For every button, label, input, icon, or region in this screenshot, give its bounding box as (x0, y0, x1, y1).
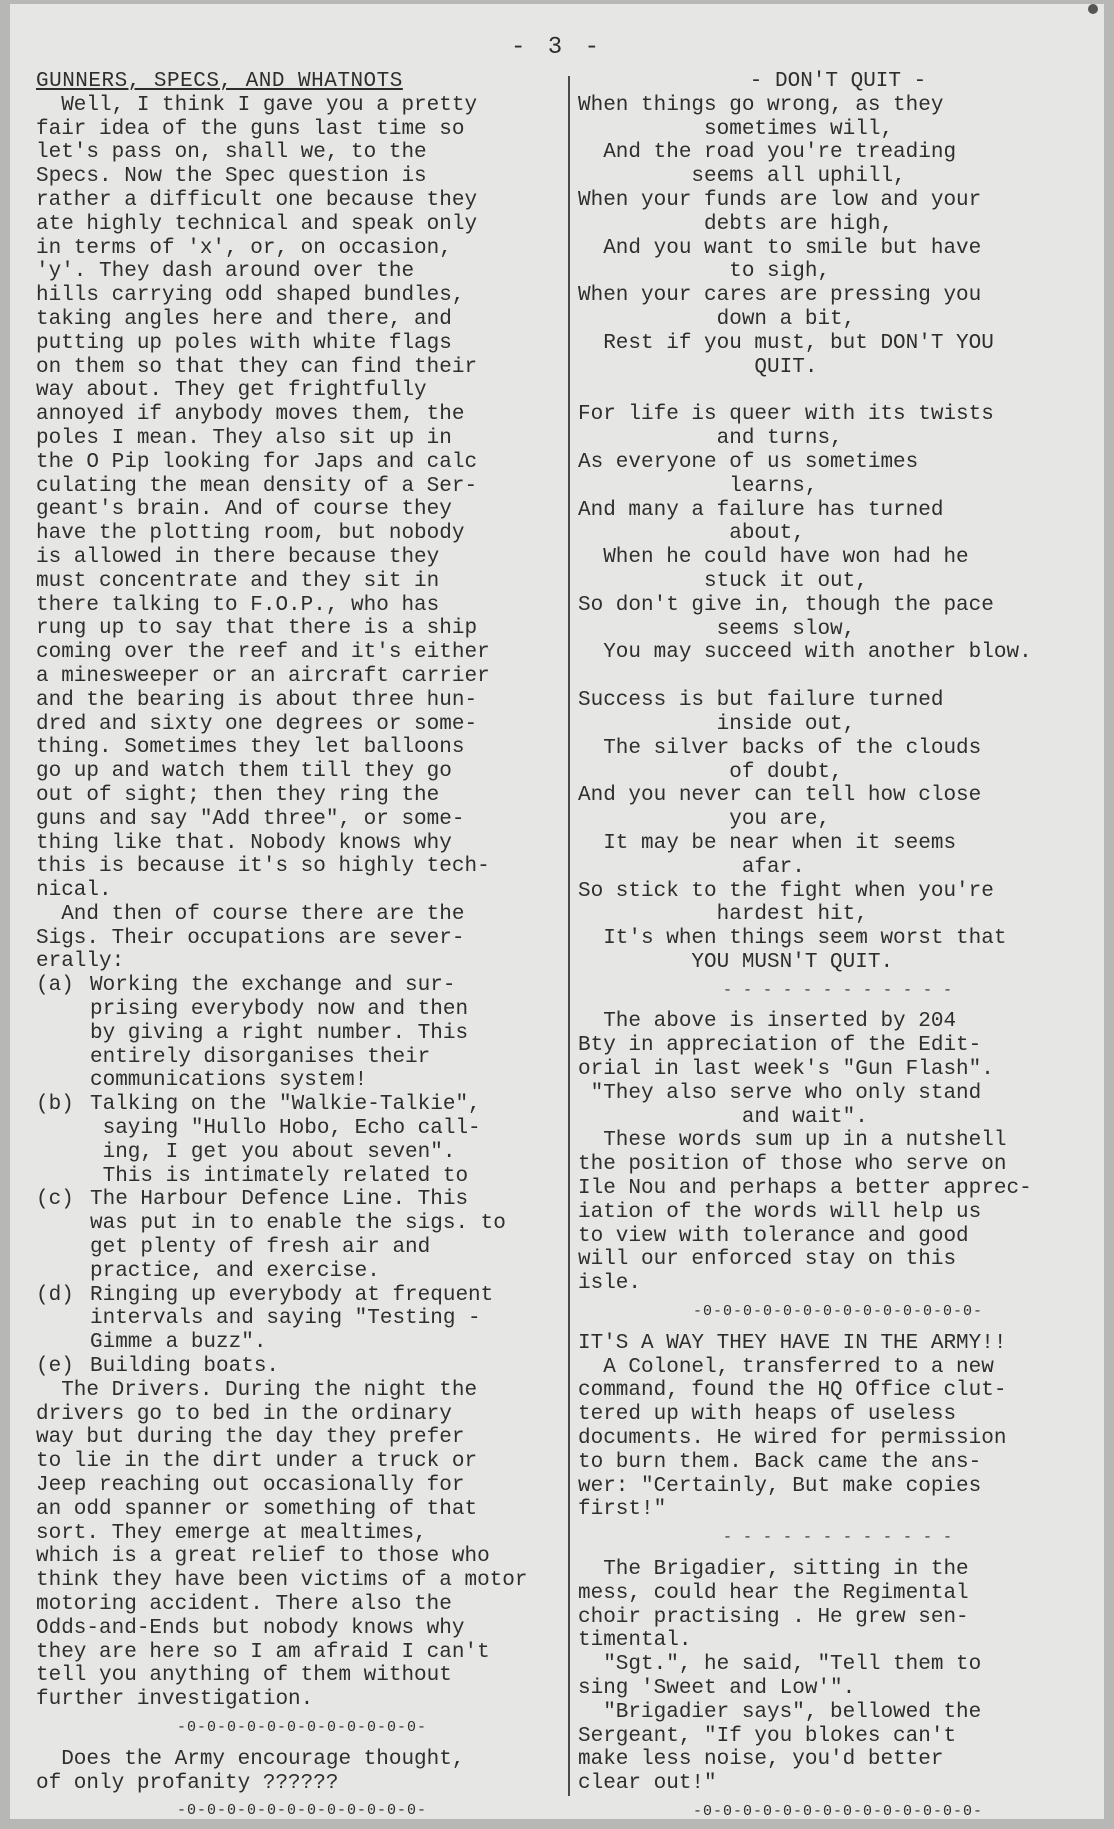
poem-stanza-3: Success is but failure turned inside out, The silver backs of the clouds of doubt, And you never can tell how close you are, It may be near when it seems afar. So stick to the fight when you're hardest hit, It's when things seem worst that YOU MUSN'T QUIT. (578, 689, 1007, 974)
poem-stanza-1: When things go wrong, as they sometimes will, And the road you're treading seems all uphill, When your funds are low and your debts are high, And you want to smile but have to sigh, When your cares are pressing you down a bit, Rest if you must, but DON'T YOU QUIT. (578, 93, 994, 379)
document-page (10, 4, 1104, 1819)
list-item (36, 1188, 568, 1283)
poem-note: The above is inserted by 204 Bty in appreciation of the Edit- orial in last week's "Gun Flash". "They also serve who only stand and wait". These words sum up in a nutshell the position of those who serve on Ile Nou and perhaps a better apprec- iation of the words will help us to view with tolerance and good will our enforced stay on this isle. (578, 1010, 1032, 1296)
list-marker: (c) (36, 1188, 74, 1212)
brigadier-anecdote: The Brigadier, sitting in the mess, could hear the Regimental choir practising . He grew sen- timental. "Sgt.", he said, "Tell them to sing 'Sweet and Low'". "Brigadier says", bellowed the Sergeant, "If you blokes can't make less noise, you'd better clear out!" (578, 1558, 982, 1796)
army-title: IT'S A WAY THEY HAVE IN THE ARMY!! (578, 1331, 1007, 1355)
separator: -0-0-0-0-0-0-0-0-0-0-0-0- (176, 1718, 428, 1736)
left-column (36, 70, 568, 1819)
list-marker: (e) (36, 1355, 74, 1379)
column-divider (568, 76, 570, 1796)
right-column (578, 70, 1098, 1819)
separator: -0-0-0-0-0-0-0-0-0-0-0-0- (176, 1802, 428, 1819)
ink-smudge (1088, 4, 1098, 14)
list-marker: (d) (36, 1283, 74, 1307)
page-number: - 3 - (510, 34, 603, 61)
list-marker: (a) (36, 974, 74, 998)
list-text: Working the exchange and sur- prising everybody now and then by giving a right number. This entirely disorganises their communications system! (90, 974, 469, 1093)
separator: -0-0-0-0-0-0-0-0-0-0-0-0-0-0- (692, 1303, 984, 1321)
list-item (36, 1093, 568, 1188)
list-marker: (b) (36, 1093, 74, 1117)
list-item (36, 974, 568, 1093)
list-item (36, 1284, 568, 1355)
poem-title: - DON'T QUIT - (749, 70, 927, 93)
separator: -0-0-0-0-0-0-0-0-0-0-0-0-0-0- (692, 1802, 984, 1819)
drivers-paragraph: The Drivers. During the night the drivers go to bed in the ordinary way but during the day they prefer to lie in the dirt under a truck or Jeep reaching out occasionally for an odd spanner or something of that sort. They emerge at mealtimes, which is a great relief to those who think they have been victims of a motor motoring accident. There also the Odds-and-Ends but nobody knows why they are here so I am afraid I can't tell you anything of them without further investigation. (36, 1378, 528, 1712)
article-title: GUNNERS, SPECS, AND WHATNOTS (36, 70, 403, 93)
list-text: The Harbour Defence Line. This was put in to enable the sigs. to get plenty of fresh air and practice, and exercise. (90, 1188, 506, 1283)
sigs-list (36, 974, 568, 1379)
specs-paragraph: Well, I think I gave you a pretty fair idea of the guns last time so let's pass on, shall we, to the Specs. Now the Spec question is rather a difficult one because they ate highly technical and speak only in terms of 'x', or, on occasion, 'y'. They dash around over the hills carrying odd shaped bundles, taking angles here and there, and putting up poles with white flags on them so that they can find their way about. They get frightfully annoyed if anybody moves them, the poles I mean. They also sit up in the O Pip looking for Japs and calc culating the mean density of a Ser- geant's brain. And of course they have the plotting room, but nobody is allowed in there because they must concentrate and they sit in there talking to F.O.P., who has rung up to say that there is a ship coming over the reef and it's either a minesweeper or an aircraft carrier and the bearing is about three hun- dred and sixty one degrees or some- thing. Sometimes they let balloons go up and watch them till they go out of sight; then they ring the guns and say "Add three", or some- thing like that. Nobody knows why this is because it's so highly tech- nical. (36, 93, 490, 903)
list-item (36, 1355, 568, 1379)
colonel-anecdote: A Colonel, transferred to a new command, found the HQ Office clut- tered up with heaps of useless documents. He wired for permission to burn them. Back came the ans- wer: "Certainly, But make copies first!" (578, 1355, 1007, 1522)
list-text: Ringing up everybody at frequent intervals and saying "Testing - Gimme a buzz". (90, 1283, 494, 1355)
separator: - - - - - - - - - - - - (722, 1529, 954, 1547)
separator: - - - - - - - - - - - - (722, 981, 954, 999)
list-text: Talking on the "Walkie-Talkie", saying "Hullo Hobo, Echo call- ing, I get you about seven". This is intimately related to (90, 1093, 481, 1188)
list-text: Building boats. (90, 1355, 280, 1379)
sigs-intro: And then of course there are the Sigs. Their occupations are sever- erally: (36, 902, 465, 974)
poem-stanza-2: For life is queer with its twists and turns, As everyone of us sometimes learns, And many a failure has turned about, When he could have won had he stuck it out, So don't give in, though the pace seems slow, You may succeed with another blow. (578, 403, 1032, 665)
question-paragraph: Does the Army encourage thought, of only profanity ?????? (36, 1747, 465, 1795)
